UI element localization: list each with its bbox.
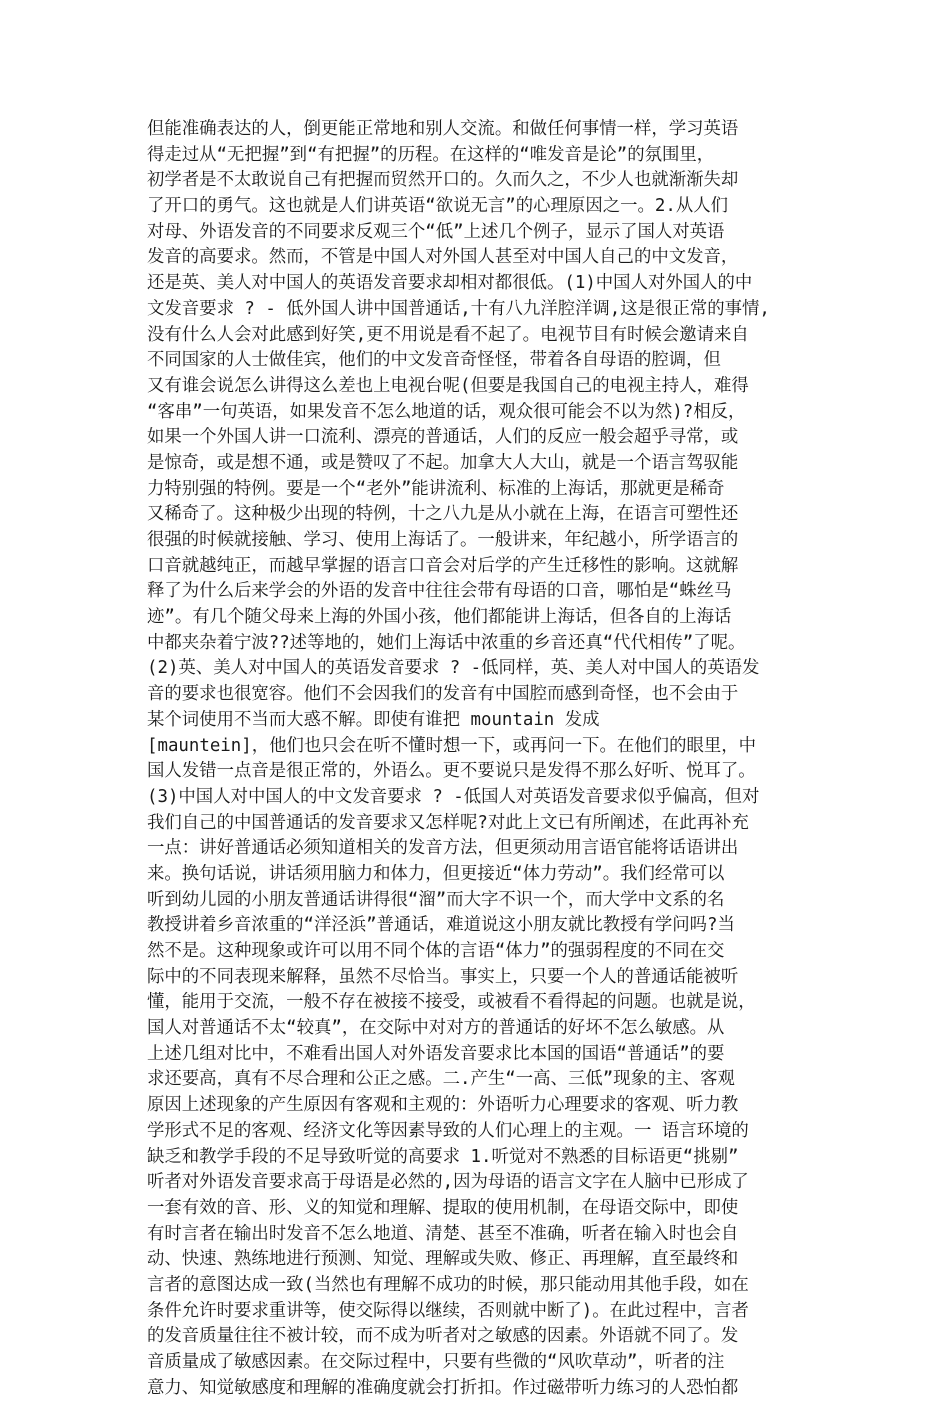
text-line: 对母、外语发音的不同要求反观三个“低”上述几个例子，显示了国人对英语 bbox=[147, 221, 725, 242]
text-line: 教授讲着乡音浓重的“洋泾浜”普通话，难道说这小朋友就比教授有学问吗?当 bbox=[147, 915, 735, 936]
text-line: 很强的时候就接触、学习、使用上海话了。一般讲来，年纪越小，所学语言的 bbox=[147, 530, 739, 550]
text-line: 一套有效的音、形、义的知觉和理解、提取的使用机制，在母语交际中，即使 bbox=[147, 1197, 739, 1218]
text-line: 还是英、美人对中国人的英语发音要求却相对都很低。(1)中国人对外国人的中 bbox=[147, 273, 753, 294]
text-line: 如果一个外国人讲一口流利、漂亮的普通话，人们的反应一般会超乎寻常，或 bbox=[147, 427, 739, 448]
text-line: 又稀奇了。这种极少出现的特例，十之八九是从小就在上海，在语言可塑性还 bbox=[147, 504, 739, 525]
text-line: 一点：讲好普通话必须知道相关的发音方法，但更须动用言语官能将话语讲出 bbox=[147, 838, 739, 859]
body-text bbox=[147, 117, 807, 1401]
text-line: 原因上述现象的产生原因有客观和主观的：外语听力心理要求的客观、听力教 bbox=[147, 1095, 739, 1116]
text-line: 动、快速、熟练地进行预测、知觉、理解或失败、修正、再理解，直至最终和 bbox=[147, 1249, 739, 1270]
text-line: 言者的意图达成一致(当然也有理解不成功的时候，那只能动用其他手段，如在 bbox=[147, 1274, 749, 1295]
text-line: [mauntein]，他们也只会在听不懂时想一下，或再问一下。在他们的眼里，中 bbox=[147, 735, 757, 756]
text-line: 缺乏和教学手段的不足导致听觉的高要求 1.听觉对不熟悉的目标语更“挑剔” bbox=[147, 1146, 739, 1167]
text-line: 上述几组对比中，不难看出国人对外语发音要求比本国的国语“普通话”的要 bbox=[147, 1043, 725, 1064]
text-line: 某个词使用不当而大惑不解。即使有谁把 mountain 发成 bbox=[147, 709, 600, 730]
text-line: 但能准确表达的人，倒更能正常地和别人交流。和做任何事情一样，学习英语 bbox=[147, 119, 739, 139]
text-line: 口音就越纯正，而越早掌握的语言口音会对后学的产生迁移性的影响。这就解 bbox=[147, 555, 739, 576]
text-line: 我们自己的中国普通话的发音要求又怎样呢?对此上文已有所阐述，在此再补充 bbox=[147, 812, 749, 833]
text-line: “客串”一句英语，如果发音不怎么地道的话，观众很可能会不以为然)?相反， bbox=[147, 401, 746, 422]
text-line: (3)中国人对中国人的中文发音要求 ? -低国人对英语发音要求似乎偏高，但对 bbox=[147, 786, 760, 807]
text-line: (2)英、美人对中国人的英语发音要求 ? -低同样，英、美人对中国人的英语发 bbox=[147, 658, 760, 679]
text-line: 条件允许时要求重讲等，使交际得以继续，否则就中断了)。在此过程中，言者 bbox=[147, 1300, 749, 1321]
text-line: 得走过从“无把握”到“有把握”的历程。在这样的“唯发音是论”的氛围里， bbox=[147, 144, 715, 165]
text-line: 又有谁会说怎么讲得这么差也上电视台呢(但要是我国自己的电视主持人，难得 bbox=[147, 375, 749, 396]
text-line: 听者对外语发音要求高于母语是必然的,因为母语的语言文字在人脑中已形成了 bbox=[147, 1172, 749, 1193]
text-line: 国人对普通话不太“较真”，在交际中对对方的普通话的好坏不怎么敏感。从 bbox=[147, 1018, 725, 1039]
text-line: 音质量成了敏感因素。在交际过程中，只要有些微的“风吹草动”，听者的注 bbox=[147, 1352, 725, 1372]
text-line: 没有什么人会对此感到好笑,更不用说是看不起了。电视节目有时候会邀请来自 bbox=[147, 324, 749, 345]
text-line: 有时言者在输出时发音不怎么地道、清楚、甚至不准确，听者在输入时也会自 bbox=[147, 1223, 739, 1244]
text-line: 的发音质量往往不被计较，而不成为听者对之敏感的因素。外语就不同了。发 bbox=[147, 1326, 739, 1347]
text-line: 意力、知觉敏感度和理解的准确度就会打折扣。作过磁带听力练习的人恐怕都 bbox=[147, 1377, 739, 1398]
text-line: 然不是。这种现象或许可以用不同个体的言语“体力”的强弱程度的不同在交 bbox=[147, 941, 725, 961]
text-line: 听到幼儿园的小朋友普通话讲得很“溜”而大字不识一个，而大学中文系的名 bbox=[147, 889, 725, 910]
text-line: 学形式不足的客观、经济文化等因素导致的人们心理上的主观。一 语言环境的 bbox=[147, 1120, 749, 1141]
text-line: 迹”。有几个随父母来上海的外国小孩，他们都能讲上海话，但各自的上海话 bbox=[147, 607, 732, 628]
text-line: 来。换句话说，讲话须用脑力和体力，但更接近“体力劳动”。我们经常可以 bbox=[147, 863, 725, 884]
text-line: 际中的不同表现来解释，虽然不尽恰当。事实上，只要一个人的普通话能被听 bbox=[147, 966, 739, 987]
text-line: 了开口的勇气。这也就是人们讲英语“欲说无言”的心理原因之一。2.从人们 bbox=[147, 196, 728, 217]
text-line: 懂，能用于交流，一般不存在被接不接受，或被看不看得起的问题。也就是说， bbox=[147, 992, 756, 1013]
text-line: 不同国家的人士做佳宾，他们的中文发音奇怪怪，带着各自母语的腔调，但 bbox=[147, 350, 721, 371]
text-line: 求还要高，真有不尽合理和公正之感。二.产生“一高、三低”现象的主、客观 bbox=[147, 1069, 735, 1090]
text-line: 发音的高要求。然而，不管是中国人对外国人甚至对中国人自己的中文发音， bbox=[147, 247, 739, 268]
text-line: 释了为什么后来学会的外语的发音中往往会带有母语的口音，哪怕是“蛛丝马 bbox=[147, 581, 732, 602]
text-line: 是惊奇，或是想不通，或是赞叹了不起。加拿大人大山，就是一个语言驾驭能 bbox=[147, 452, 739, 473]
text-line: 音的要求也很宽容。他们不会因我们的发音有中国腔而感到奇怪，也不会由于 bbox=[147, 684, 739, 705]
text-line: 初学者是不太敢说自己有把握而贸然开口的。久而久之，不少人也就渐渐失却 bbox=[147, 170, 739, 191]
text-line: 力特别强的特例。要是一个“老外”能讲流利、标准的上海话，那就更是稀奇 bbox=[147, 478, 725, 499]
text-line: 国人发错一点音是很正常的，外语么。更不要说只是发得不那么好听、悦耳了。 bbox=[147, 761, 756, 782]
text-line: 中都夹杂着宁波??述等地的，她们上海话中浓重的乡音还真“代代相传”了呢。 bbox=[147, 632, 746, 653]
text-line: 文发音要求 ? - 低外国人讲中国普通话,十有八九洋腔洋调,这是很正常的事情, bbox=[147, 298, 770, 319]
